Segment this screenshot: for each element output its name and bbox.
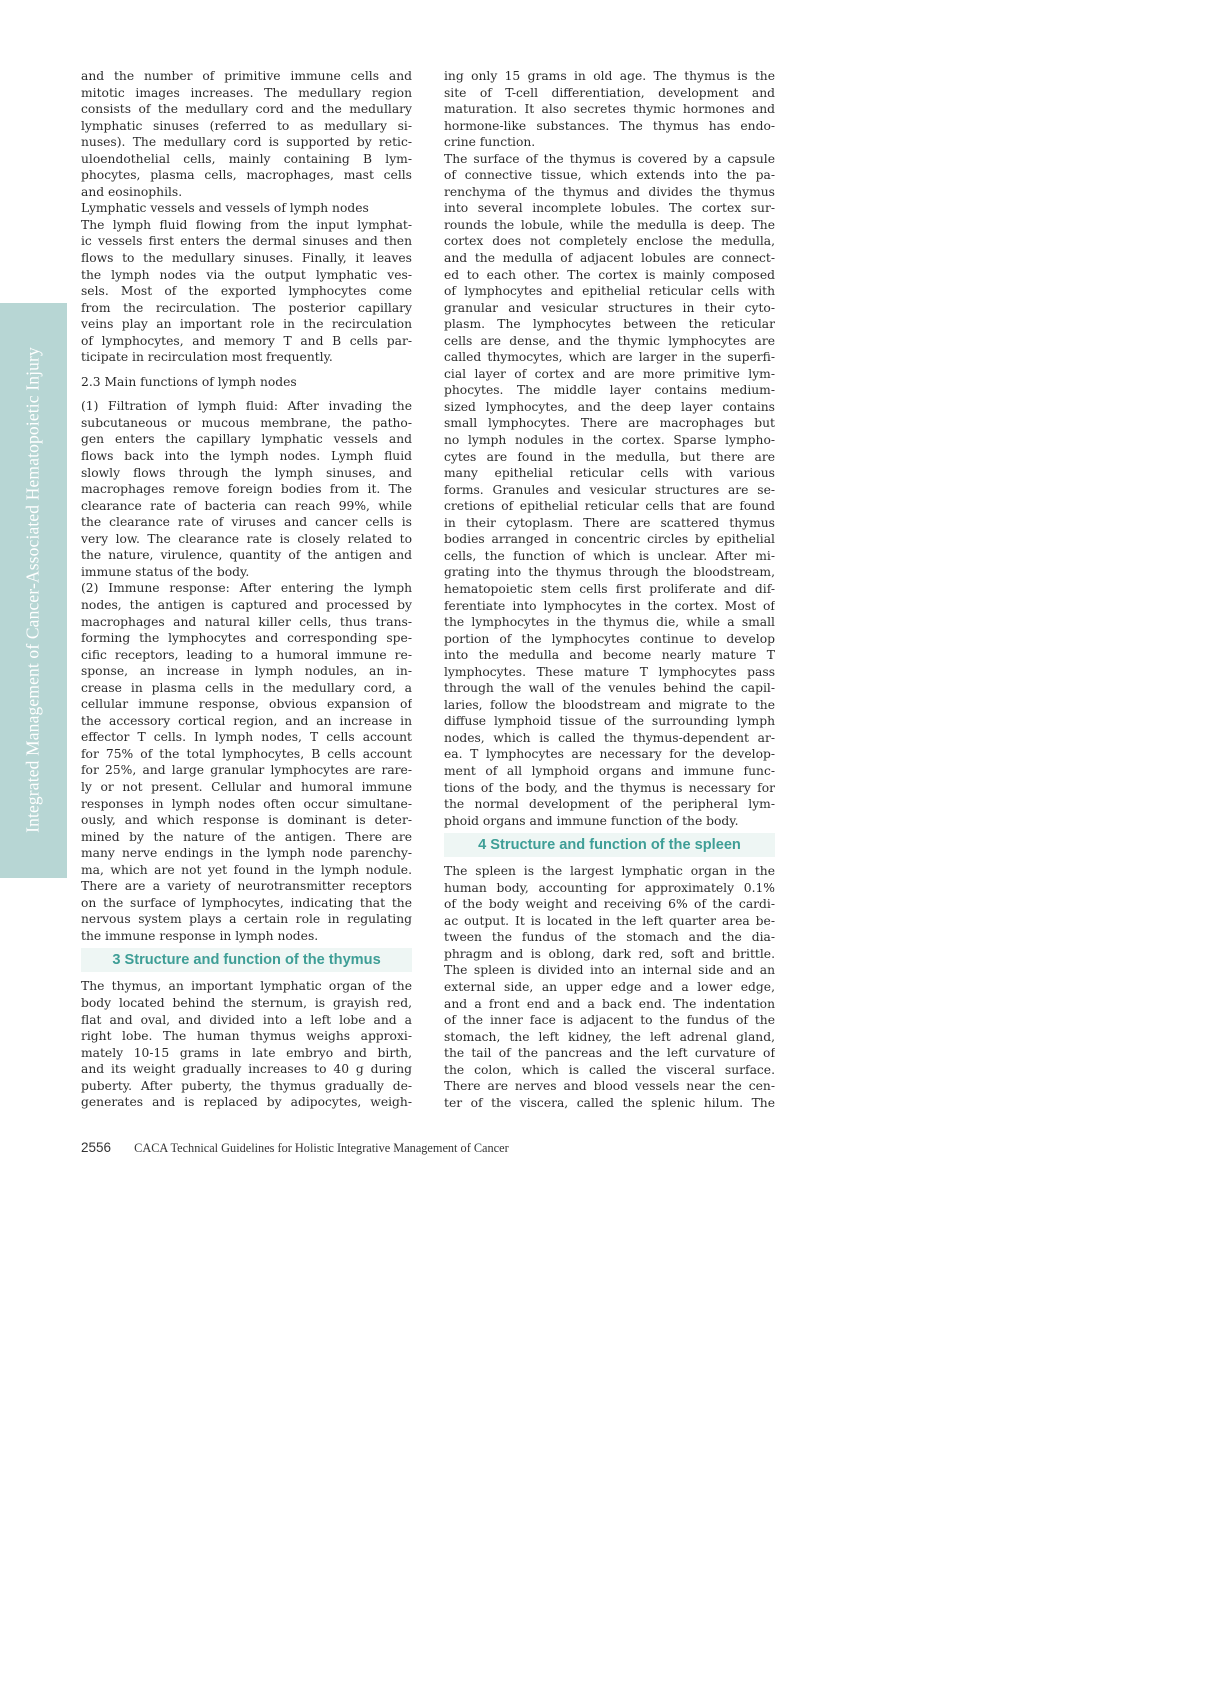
text-line: ly or not present. Cellular and humoral immune [81, 779, 412, 794]
text-line: the nature, virulence, quantity of the antigen and [81, 548, 412, 563]
text-line: called thymocytes, which are larger in the superfi- [444, 350, 775, 365]
text-line: mitotic images increases. The medullary region [81, 85, 412, 100]
text-line: ferentiate into lymphocytes in the cortex. Most of [444, 598, 775, 613]
text-line: ing only 15 grams in old age. The thymus is the [444, 69, 775, 83]
section-heading: 3 Structure and function of the thymus [81, 948, 412, 972]
paragraph [444, 151, 775, 829]
text-line: bodies arranged in concentric circles by epithelial [444, 532, 775, 547]
text-line: many nerve endings in the lymph node parenchy- [81, 846, 412, 861]
text-line: and a front end and a back end. The indentation [444, 996, 775, 1011]
text-line: from the recirculation. The posterior capillary [81, 300, 412, 315]
text-line: macrophages and natural killer cells, thus trans- [81, 614, 412, 629]
text-line: tween the fundus of the stomach and the dia- [444, 930, 775, 945]
text-line: grating into the thymus through the bloodstream, [444, 565, 775, 580]
text-line: sels. Most of the exported lymphocytes come [81, 284, 412, 299]
text-line: mately 10-15 grams in late embryo and birth, [81, 1045, 412, 1060]
paragraph [81, 398, 412, 580]
text-line: no lymph nodules in the cortex. Sparse lympho- [444, 433, 775, 448]
text-line: forms. Granules and vesicular structures are se- [444, 482, 775, 497]
text-line: for 75% of the total lymphocytes, B cells account [81, 746, 412, 761]
paragraph [81, 978, 412, 1110]
text-line: through the wall of the venules behind the capil- [444, 681, 775, 696]
text-line: and eosinophils. [81, 184, 183, 199]
text-line: There are a variety of neurotransmitter receptors [81, 879, 412, 894]
text-line: nervous system plays a certain role in regulating [81, 912, 412, 927]
text-line: plasm. The lymphocytes between the reticular [444, 317, 775, 332]
text-line: immune status of the body. [81, 564, 250, 579]
text-line: into the medulla and become nearly mature T [444, 648, 775, 663]
text-line: 2.3 Main functions of lymph nodes [81, 374, 297, 389]
text-line: human body, accounting for approximately 0.1% [444, 880, 775, 895]
text-line: hematopoietic stem cells first proliferate and dif- [444, 581, 775, 596]
text-line: small lymphocytes. There are macrophages but [444, 416, 775, 431]
paragraph [81, 374, 412, 391]
text-line: hormone-like substances. The thymus has endo- [444, 118, 775, 133]
text-line: ed to each other. The cortex is mainly composed [444, 267, 775, 282]
text-line: of connective tissue, which extends into the pa- [444, 168, 775, 183]
text-line: granular and vesicular structures in their cyto- [444, 300, 775, 315]
text-line: ic vessels first enters the dermal sinuses and then [81, 234, 412, 249]
running-title: CACA Technical Guidelines for Holistic Integrative Management of Cancer [134, 1141, 509, 1155]
text-line: nodes, which is called the thymus-dependent ar- [444, 730, 775, 745]
text-line: subcutaneous or mucous membrane, the patho- [81, 415, 412, 430]
text-line: the normal development of the peripheral lym- [444, 797, 775, 812]
text-line: external side, an upper edge and a lower edge, [444, 979, 775, 994]
text-line: on the surface of lymphocytes, indicating that the [81, 895, 412, 910]
text-line: The lymph fluid flowing from the input lymphat- [81, 217, 412, 232]
text-line: The thymus, an important lymphatic organ of the [81, 979, 412, 994]
spacer [81, 390, 412, 398]
text-line: the lymphocytes in the thymus die, while a small [444, 615, 775, 630]
text-line: ter of the viscera, called the splenic hilum. The [444, 1095, 775, 1110]
text-line: responses in lymph nodes often occur simultane- [81, 796, 412, 811]
text-line: ticipate in recirculation most frequently. [81, 350, 333, 365]
text-line: body located behind the sternum, is grayish red, [81, 995, 412, 1010]
text-line: The spleen is divided into an internal side and an [444, 963, 775, 978]
text-line: renchyma of the thymus and divides the thymus [444, 184, 775, 199]
section-heading: 4 Structure and function of the spleen [444, 833, 775, 857]
paragraph [444, 68, 775, 151]
text-line: diffuse lymphoid tissue of the surrounding lymph [444, 714, 775, 729]
text-line: cytes are found in the medulla, but there are [444, 449, 775, 464]
text-line: phragm and is oblong, dark red, soft and brittle. [444, 946, 775, 961]
text-line: in their cytoplasm. There are scattered thymus [444, 515, 775, 530]
text-line: macrophages remove foreign bodies from it. The [81, 482, 412, 497]
text-line: clearance rate of bacteria can reach 99%, while [81, 498, 412, 513]
text-line: portion of the lymphocytes continue to develop [444, 631, 775, 646]
text-line: the tail of the pancreas and the left curvature of [444, 1046, 775, 1061]
text-line: mined by the nature of the antigen. There are [81, 829, 412, 844]
left-column [81, 68, 412, 1111]
text-line: gen enters the capillary lymphatic vessels and [81, 432, 412, 447]
text-line: site of T-cell differentiation, development and [444, 85, 775, 100]
paragraph [81, 68, 412, 200]
paragraph [81, 217, 412, 366]
right-column [444, 68, 775, 1111]
text-line: the clearance rate of viruses and cancer cells is [81, 515, 412, 530]
text-line: crine function. [444, 135, 536, 150]
text-line: nuses). The medullary cord is supported by retic- [81, 135, 412, 150]
text-line: cellular immune response, obvious expansion of [81, 697, 412, 712]
text-line: and the number of primitive immune cells and [81, 69, 412, 83]
text-line: of lymphocytes and epithelial reticular cells with [444, 284, 775, 299]
text-line: cells are dense, and the thymic lymphocytes are [444, 333, 775, 348]
text-line: uloendothelial cells, mainly containing B lym- [81, 151, 412, 166]
paragraph [81, 200, 412, 217]
text-line: many epithelial reticular cells with various [444, 466, 775, 481]
text-line: consists of the medullary cord and the medullary [81, 102, 412, 117]
text-line: cific receptors, leading to a humoral immune re- [81, 647, 412, 662]
text-line: lymphocytes. These mature T lymphocytes pass [444, 664, 775, 679]
text-line: very low. The clearance rate is closely related to [81, 531, 412, 546]
text-line: laries, follow the bloodstream and migrate to the [444, 697, 775, 712]
paragraph [444, 863, 775, 1111]
text-line: stomach, the left kidney, the left adrenal gland, [444, 1029, 775, 1044]
text-line: sponse, an increase in lymph nodules, an in- [81, 664, 412, 679]
text-line: puberty. After puberty, the thymus gradually de- [81, 1078, 412, 1093]
page-footer [81, 1137, 509, 1156]
text-line: phoid organs and immune function of the body. [444, 813, 739, 828]
text-line: ea. T lymphocytes are necessary for the develop- [444, 747, 775, 762]
text-line: of the inner face is adjacent to the fundus of the [444, 1013, 775, 1028]
spacer [81, 366, 412, 374]
text-line: There are nerves and blood vessels near the cen- [444, 1079, 775, 1094]
text-line: cells, the function of which is unclear. After mi- [444, 548, 775, 563]
text-line: phocytes, plasma cells, macrophages, mast cells [81, 168, 412, 183]
text-line: of the body weight and receiving 6% of the cardi- [444, 897, 775, 912]
text-line: cial layer of cortex and are more primitive lym- [444, 366, 775, 381]
text-line: sized lymphocytes, and the deep layer contains [444, 399, 775, 414]
text-line: forming the lymphocytes and corresponding spe- [81, 631, 412, 646]
page-number: 2556 [81, 1140, 112, 1155]
text-line: slowly flows through the lymph sinuses, and [81, 465, 412, 480]
text-line: flat and oval, and divided into a left lobe and a [81, 1012, 412, 1027]
text-line: ment of all lymphoid organs and immune func- [444, 763, 775, 778]
text-line: nodes, the antigen is captured and processed by [81, 597, 412, 612]
text-line: lymphatic sinuses (referred to as medullary si- [81, 118, 412, 133]
text-line: phocytes. The middle layer contains medium- [444, 383, 775, 398]
text-line: the accessory cortical region, and an increase in [81, 713, 412, 728]
text-line: ously, and which response is dominant is deter- [81, 813, 412, 828]
text-line: maturation. It also secretes thymic hormones and [444, 102, 775, 117]
text-line: ma, which are not yet found in the lymph nodule. [81, 862, 412, 877]
text-line: of lymphocytes, and memory T and B cells par- [81, 333, 412, 348]
text-line: for 25%, and large granular lymphocytes are rare- [81, 763, 412, 778]
text-line: rounds the lobule, while the medulla is deep. The [444, 217, 775, 232]
text-line: and its weight gradually increases to 40 g during [81, 1062, 412, 1077]
text-line: flows back into the lymph nodes. Lymph fluid [81, 449, 412, 464]
text-line: generates and is replaced by adipocytes, weigh- [81, 1095, 412, 1110]
text-line: The surface of the thymus is covered by a capsule [444, 151, 775, 166]
text-line: into several incomplete lobules. The cortex sur- [444, 201, 775, 216]
text-line: the lymph nodes via the output lymphatic ves- [81, 267, 412, 282]
text-line: ac output. It is located in the left quarter area be- [444, 913, 775, 928]
text-line: (1) Filtration of lymph fluid: After invading the [81, 399, 412, 414]
text-line: the colon, which is called the visceral surface. [444, 1062, 775, 1077]
text-line: cortex does not completely enclose the medulla, [444, 234, 775, 249]
text-line: The spleen is the largest lymphatic organ in the [444, 864, 775, 879]
text-line: veins play an important role in the recirculation [81, 317, 412, 332]
text-line: right lobe. The human thymus weighs approxi- [81, 1029, 412, 1044]
side-tab-label: Integrated Management of Cancer-Associated Hematopoietic Injury [22, 347, 43, 833]
text-line: flows to the medullary sinuses. Finally, it leaves [81, 251, 412, 266]
text-line: (2) Immune response: After entering the lymph [81, 581, 412, 596]
text-line: Lymphatic vessels and vessels of lymph nodes [81, 201, 369, 216]
text-line: tions of the body, and the thymus is necessary for [444, 780, 775, 795]
text-line: effector T cells. In lymph nodes, T cells account [81, 730, 412, 745]
text-line: and the medulla of adjacent lobules are connect- [444, 251, 775, 266]
text-line: the immune response in lymph nodes. [81, 928, 319, 943]
paragraph [81, 580, 412, 944]
text-line: crease in plasma cells in the medullary cord, a [81, 680, 412, 695]
text-line: cretions of epithelial reticular cells that are found [444, 499, 775, 514]
